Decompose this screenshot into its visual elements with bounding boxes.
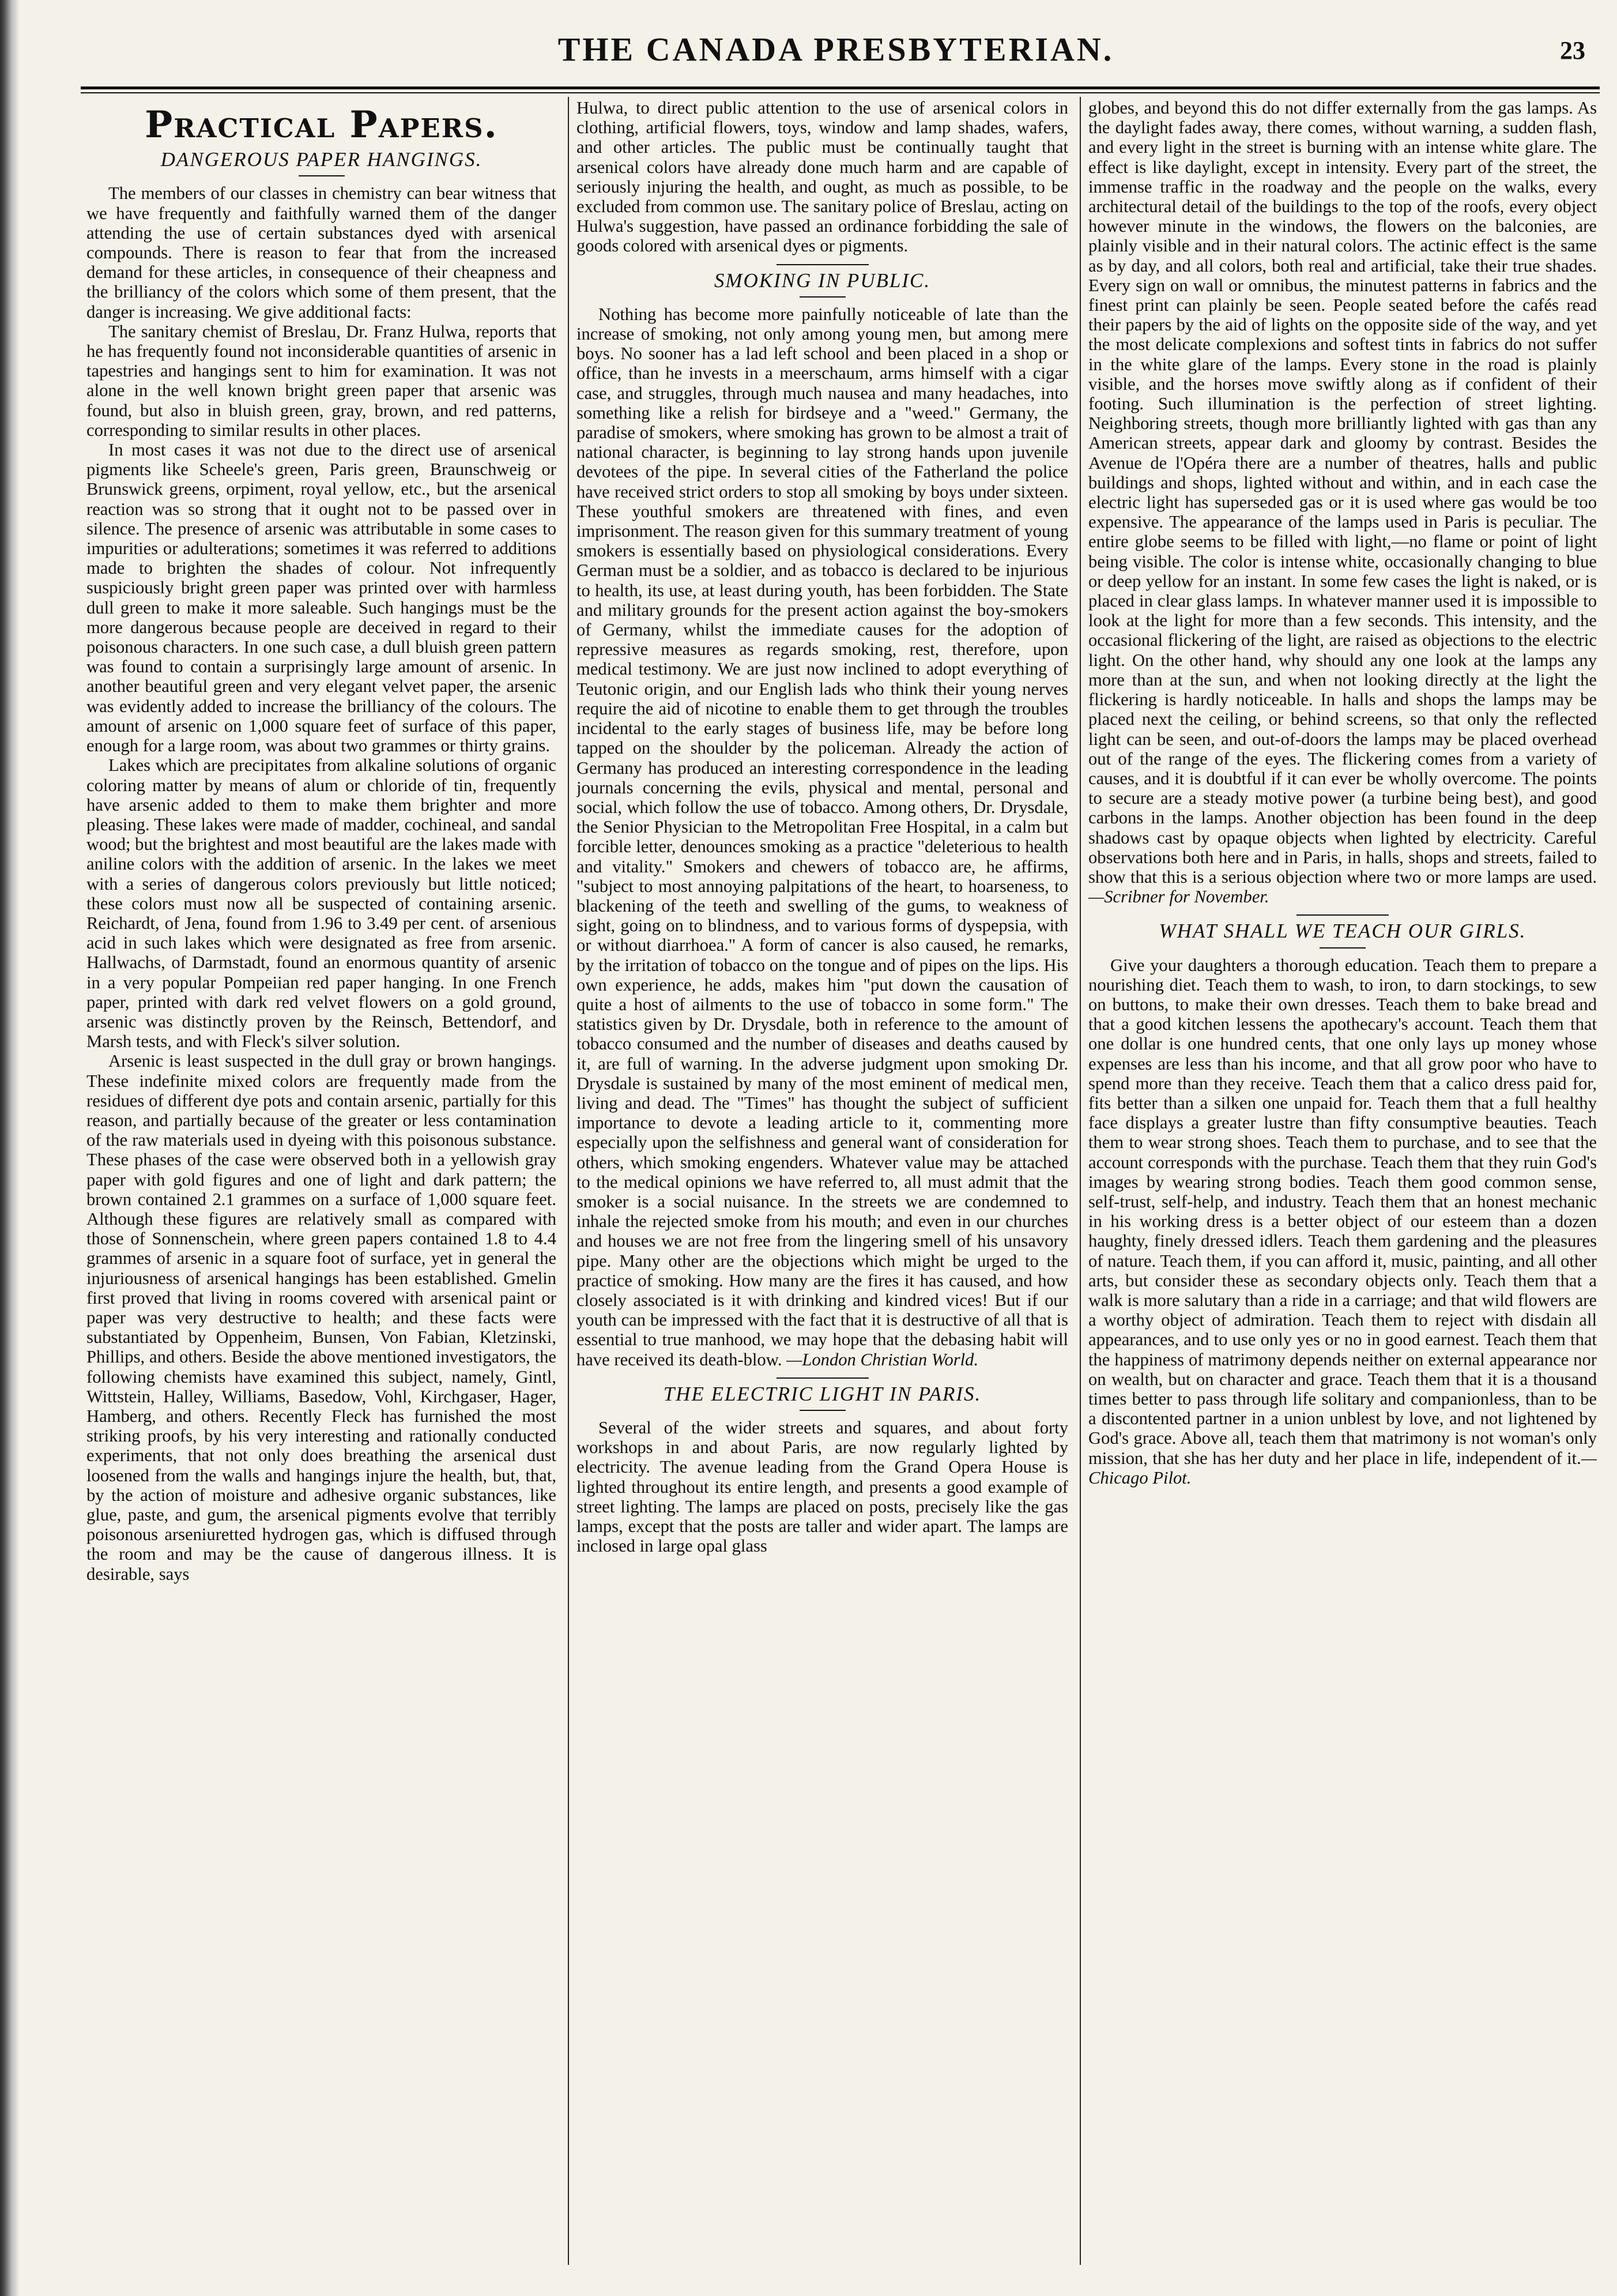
article-title-electric-light: THE ELECTRIC LIGHT IN PARIS.: [663, 1382, 982, 1405]
paragraph-continued: Hulwa, to direct public attention to the use of arsenical colors in clothing, artificial flowers, toys, window and lamp shades, wafers, and other articles. The public must be continually taught that arsenical colors have already done much harm and are capable of seriously injuring the health, and ought, as much as possible, to be excluded from common use. The sanitary police of Breslau, acting on Hulwa's suggestion, have passed an ordinance forbidding the sale of goods colored with arsenical dyes or pigments.: [576, 98, 1068, 256]
title-rule: [299, 175, 345, 176]
paragraph: Arsenic is least suspected in the dull gray or brown hangings. These indefinite mixed colors are frequently made from the residues of different dye pots and contain arsenic, partially for this reason, and partially because of the greater or less contamination of the raw materials used in dyeing with this poisonous substance. These phases of the case were observed both in a yellowish gray paper with gold figures and one of light and dark pattern; the brown contained 2.1 grammes on a surface of 1,000 square feet. Although these figures are relatively small as compared with those of Sonnenschein, where green papers contained 1.8 to 4.4 grammes of arsenic in a square foot of surface, yet in general the injuriousness of arsenical hangings has been established. Gmelin first proved that living in rooms covered with arsenical paint or paper was very destructive to health; and these facts were substantiated by Oppenheim, Bunsen, Von Fabian, Kletzinski, Phillips, and others. Beside the above mentioned investigators, the following chemists have examined this subject, namely, Gintl, Wittstein, Halley, Williams, Basedow, Vohl, Kirchgaser, Hager, Hamberg, and others. Recently Fleck has furnished the most striking proofs, by his very interesting and rationally conducted experiments, that not only does breathing the arsenical dust loosened from the walls and hangings injure the health, but, that, by the action of moisture and adhesive organic substances, like glue, paste, and gum, the arsenical pigments evolve that terribly poisonous arseniuretted hydrogen gas, which is diffused through the room and may be the cause of dangerous illness. It is desirable, says: [86, 1051, 556, 1584]
article-end-rule: [1296, 914, 1389, 916]
column-3: [1088, 98, 1597, 2254]
article-title-smoking: SMOKING IN PUBLIC.: [714, 269, 931, 292]
paragraph-text: Give your daughters a thorough education. Teach them to prepare a nourishing diet. Teach them to wash, to iron, to darn stockings, to sew on buttons, to make their own dresses. Teach them to bake bread and that a good kitchen lessens the apothecary's account. Teach them that one dollar is one hundred cents, that one only lays up money whose expenses are less than his income, and that all grow poor who have to spend more than they receive. Teach them that a calico dress paid for, fits better than a silken one unpaid for. Teach them that a full healthy face displays a greater lustre than fifty consumptive beauties. Teach them to wear strong shoes. Teach them to purchase, and to see that the account corresponds with the purchase. Teach them that they ruin God's images by wearing strong bodies. Teach them good common sense, self-trust, self-help, and industry. Teach them that an honest mechanic in his working dress is a better object of our esteem than a dozen haughty, finely dressed idlers. Teach them gardening and the pleasures of nature. Teach them, if you can afford it, music, painting, and all other arts, but consider these as secondary objects only. Teach them that a walk is more salutary than a ride in a carriage; and that wild flowers are a worthy object of admiration. Teach them to reject with disdain all appearances, and to use only yes or no in good earnest. Teach them that the happiness of matrimony depends neither on external appearance nor on wealth, but on character and grace. Teach them that it is a thousand times better to pass through life solitary and companionless, than to be a discontented partner in a union unblest by love, and not lightened by God's grace. Above all, teach them that matrimony is not woman's only mission, that she has her duty and her place in life, independent of it.: [1088, 955, 1597, 1468]
title-rule: [1320, 947, 1366, 948]
header-rule-thin: [81, 92, 1600, 93]
article-title-paper-hangings: DANGEROUS PAPER HANGINGS.: [160, 148, 483, 171]
column-divider-1: [568, 97, 569, 2265]
paragraph-text: globes, and beyond this do not differ externally from the gas lamps. As the daylight fades away, there comes, without warning, a sudden flash, and every light in the street is burning with an intense white glare. The effect is like daylight, except in intensity. Every part of the street, the immense traffic in the roadway and the people on the walks, every architectural detail of the buildings to the top of the roofs, every object however minute in the windows, the flowers on the balconies, are plainly visible and in their natural colors. The actinic effect is the same as by day, and all colors, both real and artificial, take their true shades. Every sign on wall or omnibus, the minutest patterns in fabrics and the finest print can plainly be seen. People seated before the cafés read their papers by the aid of lights on the opposite side of the way, and yet the most delicate complexions and softest tints in fabrics do not suffer in the white glare of the lamps. Every stone in the road is plainly visible, and the horses move swiftly along as if confident of their footing. Such illumination is the perfection of street lighting. Neighboring streets, though more brilliantly lighted with gas than any American streets, appear dark and gloomy by contrast. Besides the Avenue de l'Opéra there are a number of theatres, halls and public buildings and shops, lighted without and within, and in each case the electric light has superseded gas or it is used where gas would be too expensive. The appearance of the lamps used in Paris is peculiar. The entire globe seems to be filled with light,—no flame or point of light being visible. The color is intense white, occasionally changing to blue or deep yellow for an instant. In some few cases the light is naked, or is placed in clear glass lamps. In whatever manner used it is impossible to look at the light for more than a few seconds. This intensity, and the occasional flickering of the light, are raised as objections to the electric light. On the other hand, why should any one look at the lamps any more than at the sun, and when not looking directly at the light the flickering is hardly noticeable. In halls and shops the lamps may be placed next the ceiling, or behind screens, so that only the reflected light can be seen, and out-of-doors the lamps may be placed overhead out of the range of the eyes. The flickering comes from a variety of causes, and it is doubtful if it can ever be wholly overcome. The points to secure are a steady motive power (a turbine being best), and good carbons in the lamps. Another objection has been found in the deep shadows cast by opaque objects when lighted by electricity. Careful observations both here and in Paris, in halls, shops and streets, failed to show that this is a serious objection where two or more lamps are used.: [1088, 98, 1597, 887]
article-credit: —Scribner for November.: [1088, 887, 1269, 907]
title-rule: [800, 296, 846, 298]
paragraph: [1088, 955, 1597, 1488]
paragraph: In most cases it was not due to the direct use of arsenical pigments like Scheele's green, Paris green, Braunschweig or Brunswick greens, orpiment, royal yellow, etc., but the arsenical reaction was so strong that it ought not to be passed over in silence. The presence of arsenic was attributable in some cases to impurities or adulterations; sometimes it was referred to additions made to brighten the shades of colour. Not infrequently suspiciously bright green paper was printed over with harmless dull green to make it more saleable. Such hangings must be the more dangerous because people are deceived in regard to their poisonous characters. In one such case, a dull bluish green pattern was found to contain a surprisingly large amount of arsenic. In another beautiful green and very elegant velvet paper, the arsenic was evidently added to increase the brilliancy of the colours. The amount of arsenic on 1,000 square feet of surface of this paper, enough for a large room, was about two grammes or thirty grains.: [86, 440, 556, 756]
paragraph: The members of our classes in chemistry can bear witness that we have frequently and faithfully warned them of the danger attending the use of certain substances dyed with arsenical compounds. There is reason to fear that from the increased demand for these articles, in consequence of their cheapness and the brilliancy of the colors which some of them present, that the danger is increasing. We give additional facts:: [86, 183, 556, 322]
paragraph-continued: [1088, 98, 1597, 906]
paragraph: The sanitary chemist of Breslau, Dr. Franz Hulwa, reports that he has frequently found not inconsiderable quantities of arsenic in tapestries and hangings sent to him for examination. It was not alone in the well known bright green paper that arsenic was found, but also in bluish green, gray, brown, and red patterns, corresponding to similar results in other places.: [86, 321, 556, 440]
column-1: [86, 98, 556, 2254]
column-2: [576, 98, 1068, 2254]
title-rule: [800, 1410, 846, 1411]
paragraph: [576, 304, 1068, 1369]
scan-edge-shadow: [0, 0, 20, 2296]
paragraph: Several of the wider streets and squares, and about forty workshops in and about Paris, are now regularly lighted by electricity. The avenue leading from the Grand Opera House is lighted throughout its entire length, and presents a good example of street lighting. The lamps are placed on posts, precisely like the gas lamps, except that the posts are taller and wider apart. The lamps are inclosed in large opal glass: [576, 1418, 1068, 1556]
article-credit: —London Christian World.: [786, 1349, 979, 1369]
article-credit: —Chicago Pilot.: [1088, 1448, 1597, 1488]
section-title: Practical Papers.: [145, 103, 498, 146]
article-end-rule: [777, 1377, 869, 1379]
column-divider-2: [1080, 97, 1081, 2265]
paragraph-text: Nothing has become more painfully noticeable of late than the increase of smoking, not only among young men, but among mere boys. No sooner has a lad left school and been placed in a shop or office, than he invests in a meerschaum, arms himself with a cigar case, and struggles, through much nausea and many headaches, into something like a relish for birdseye and a "weed." Germany, the paradise of smokers, where smoking has grown to be almost a trait of national character, is beginning to lay strong hands upon juvenile devotees of the pipe. In several cities of the Fatherland the police have received strict orders to stop all smoking by boys under sixteen. These youthful smokers are threatened with fines, and even imprisonment. The reason given for this summary treatment of young smokers is essentially based on physiological considerations. Every German must be a soldier, and as tobacco is declared to be injurious to health, its use, at least during youth, has been forbidden. The State and military grounds for the present action against the boy-smokers of Germany, whilst the immediate causes for the adoption of repressive measures as regards smoking, rest, therefore, upon medical testimony. We are just now inclined to adopt everything of Teutonic origin, and our English lads who think their young nerves require the aid of nicotine to enable them to get through the troubles incidental to the early stages of business life, may be before long tapped on the shoulder by the policeman. Already the action of Germany has produced an interesting correspondence in the leading journals concerning the evils, physical and mental, personal and social, which follow the use of tobacco. Among others, Dr. Drysdale, the Senior Physician to the Metropolitan Free Hospital, in a calm but forcible letter, denounces smoking as a practice "deleterious to health and vitality." Smokers and chewers of tobacco are, he affirms, "subject to most annoying palpitations of the heart, to hoarseness, to blackening of the teeth and swelling of the gums, to weakness of sight, going on to blindness, and to various forms of dyspepsia, with or without diarrhoea." A form of cancer is also caused, he remarks, by the irritation of tobacco on the tongue and of pipes on the lips. His own experience, he adds, makes him "put down the causation of quite a host of ailments to the use of tobacco in some form." The statistics given by Dr. Drysdale, both in reference to the amount of tobacco consumed and the number of diseases and deaths caused by it, are full of warning. In the adverse judgment upon smoking Dr. Drysdale is sustained by many of the most eminent of medical men, living and dead. The "Times" has thought the subject of sufficient importance to devote a leading article to it, commenting more especially upon the selfishness and general want of consideration for others, which smoking engenders. Whatever value may be attached to the medical opinions we have referred to, all must admit that the smoker is a social nuisance. In the streets we are condemned to inhale the rejected smoke from his mouth; and even in our churches and houses we are not free from the lingering smell of his unsavory pipe. Many other are the objections which might be urged to the practice of smoking. How many are the fires it has caused, and how closely associated is it with drinking and kindred vices! But if our youth can be impressed with the fact that it is destructive of all that is essential to true manhood, we may hope that the debasing habit will have received its death-blow.: [576, 304, 1068, 1369]
page-number: 23: [1560, 36, 1585, 65]
article-title-teach-girls: WHAT SHALL WE TEACH OUR GIRLS.: [1159, 920, 1526, 943]
paragraph: Lakes which are precipitates from alkaline solutions of organic coloring matter by means of alum or chloride of tin, frequently have arsenic added to them to make them brighter and more pleasing. These lakes were made of madder, cochineal, and sandal wood; but the brightest and most beautiful are the lakes made with aniline colors with the addition of arsenic. In the lakes we meet with a series of dangerous colors previously but little noticed; these colors must now all be suspected of containing arsenic. Reichardt, of Jena, found from 1.96 to 3.49 per cent. of arsenious acid in such lakes which were designated as free from arsenic. Hallwachs, of Darmstadt, found an enormous quantity of arsenic in a very popular Pompeiian red paper hanging. In one French paper, printed with dark red velvet flowers on a gold ground, arsenic was distinctly proven by the Reinsch, Bettendorf, and Marsh tests, and with Fleck's silver solution.: [86, 755, 556, 1052]
masthead-title: THE CANADA PRESBYTERIAN.: [557, 31, 1114, 68]
article-end-rule: [777, 264, 869, 265]
header-rule-thick: [81, 86, 1600, 89]
page-header: [75, 28, 1597, 74]
